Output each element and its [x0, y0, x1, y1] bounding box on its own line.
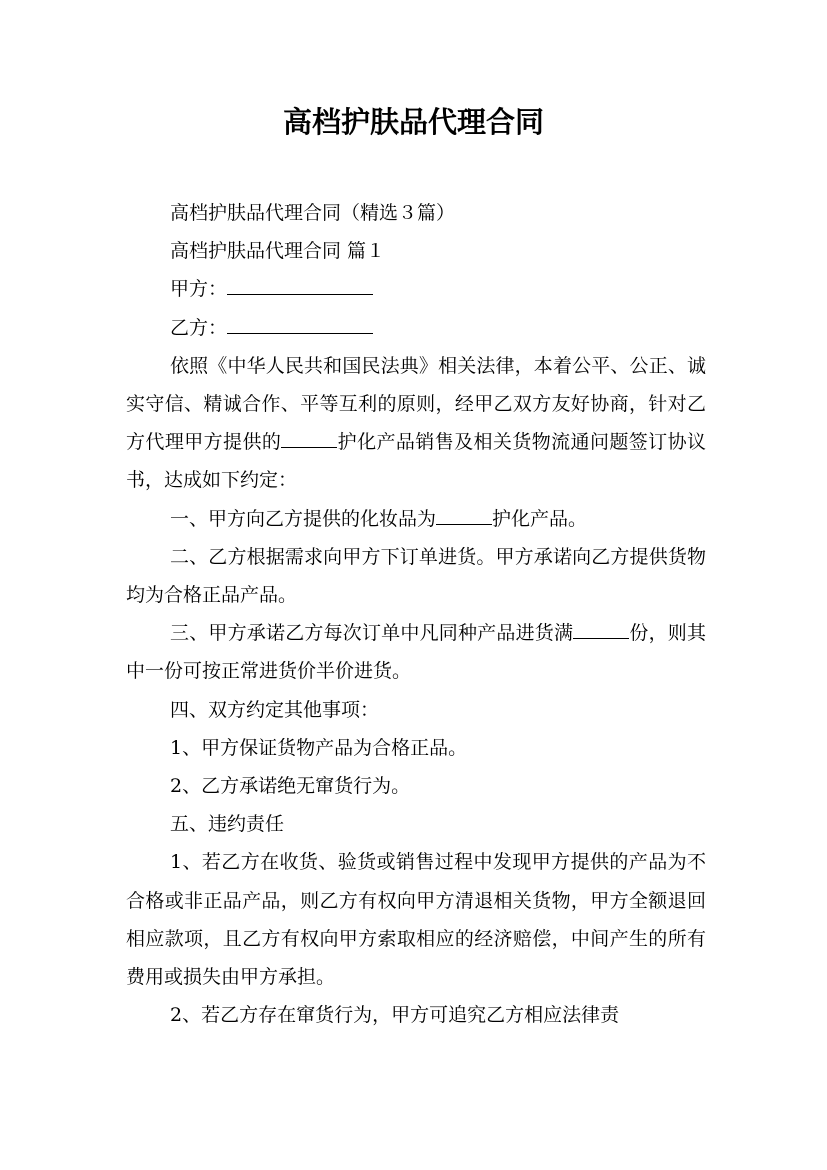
party-a-label: 甲方： [170, 278, 228, 301]
party-b-label: 乙方： [170, 316, 228, 339]
clause-5: 五、违约责任 [170, 813, 285, 836]
intro-paragraph [126, 347, 706, 500]
party-a-line [126, 270, 706, 308]
clause-1 [126, 500, 706, 538]
clause-1-text-1: 一、甲方向乙方提供的化妆品为 [170, 507, 437, 530]
clause-4-item-2: 2、乙方承诺绝无窜货行为。 [170, 775, 411, 798]
document-body [126, 194, 706, 1034]
clause-3-blank [573, 621, 629, 639]
clause-5-item-2: 2、若乙方存在窜货行为，甲方可追究乙方相应法律责 [170, 1004, 620, 1027]
intro-text-1: 依照《中华人民共和国民法典》相关法律，本着公平、公正、诚实守信、精诚合作、平等互利的原则，经甲乙双方友好协商，针对乙方代理甲方提供的 [126, 354, 706, 454]
party-b-blank [227, 316, 373, 334]
clause-2: 二、乙方根据需求向甲方下订单进货。甲方承诺向乙方提供货物均为合格正品产品。 [126, 545, 706, 607]
product-blank [281, 430, 337, 448]
intro-text-2: 护化产品销售及相关货物流通问题签订协议书，达成如下约定： [126, 431, 706, 492]
clause-1-text-2: 护化产品。 [492, 507, 588, 530]
clause-3-text-2: 份，则其中一份可按正常进货价半价进货。 [126, 622, 706, 683]
party-a-blank [227, 277, 373, 295]
section-heading: 高档护肤品代理合同 篇１ [170, 240, 386, 263]
clause-3 [126, 614, 706, 690]
document-title: 高档护肤品代理合同 [282, 105, 544, 139]
clause-5-item-1: 1、若乙方在收货、验货或销售过程中发现甲方提供的产品为不合格或非正品产品，则乙方有权向甲方清退相关货物，甲方全额退回相应款项，且乙方有权向甲方索取相应的经济赔偿，中间产生的所有费用或损失由甲方承担。 [126, 851, 706, 989]
clause-4: 四、双方约定其他事项： [170, 698, 380, 721]
clause-1-blank [436, 507, 492, 525]
party-b-line [126, 309, 706, 347]
subtitle: 高档护肤品代理合同（精选３篇） [170, 202, 456, 224]
clause-4-item-1: 1、甲方保证货物产品为合格正品。 [170, 736, 468, 759]
clause-3-text-1: 三、甲方承诺乙方每次订单中凡同种产品进货满 [170, 622, 574, 645]
